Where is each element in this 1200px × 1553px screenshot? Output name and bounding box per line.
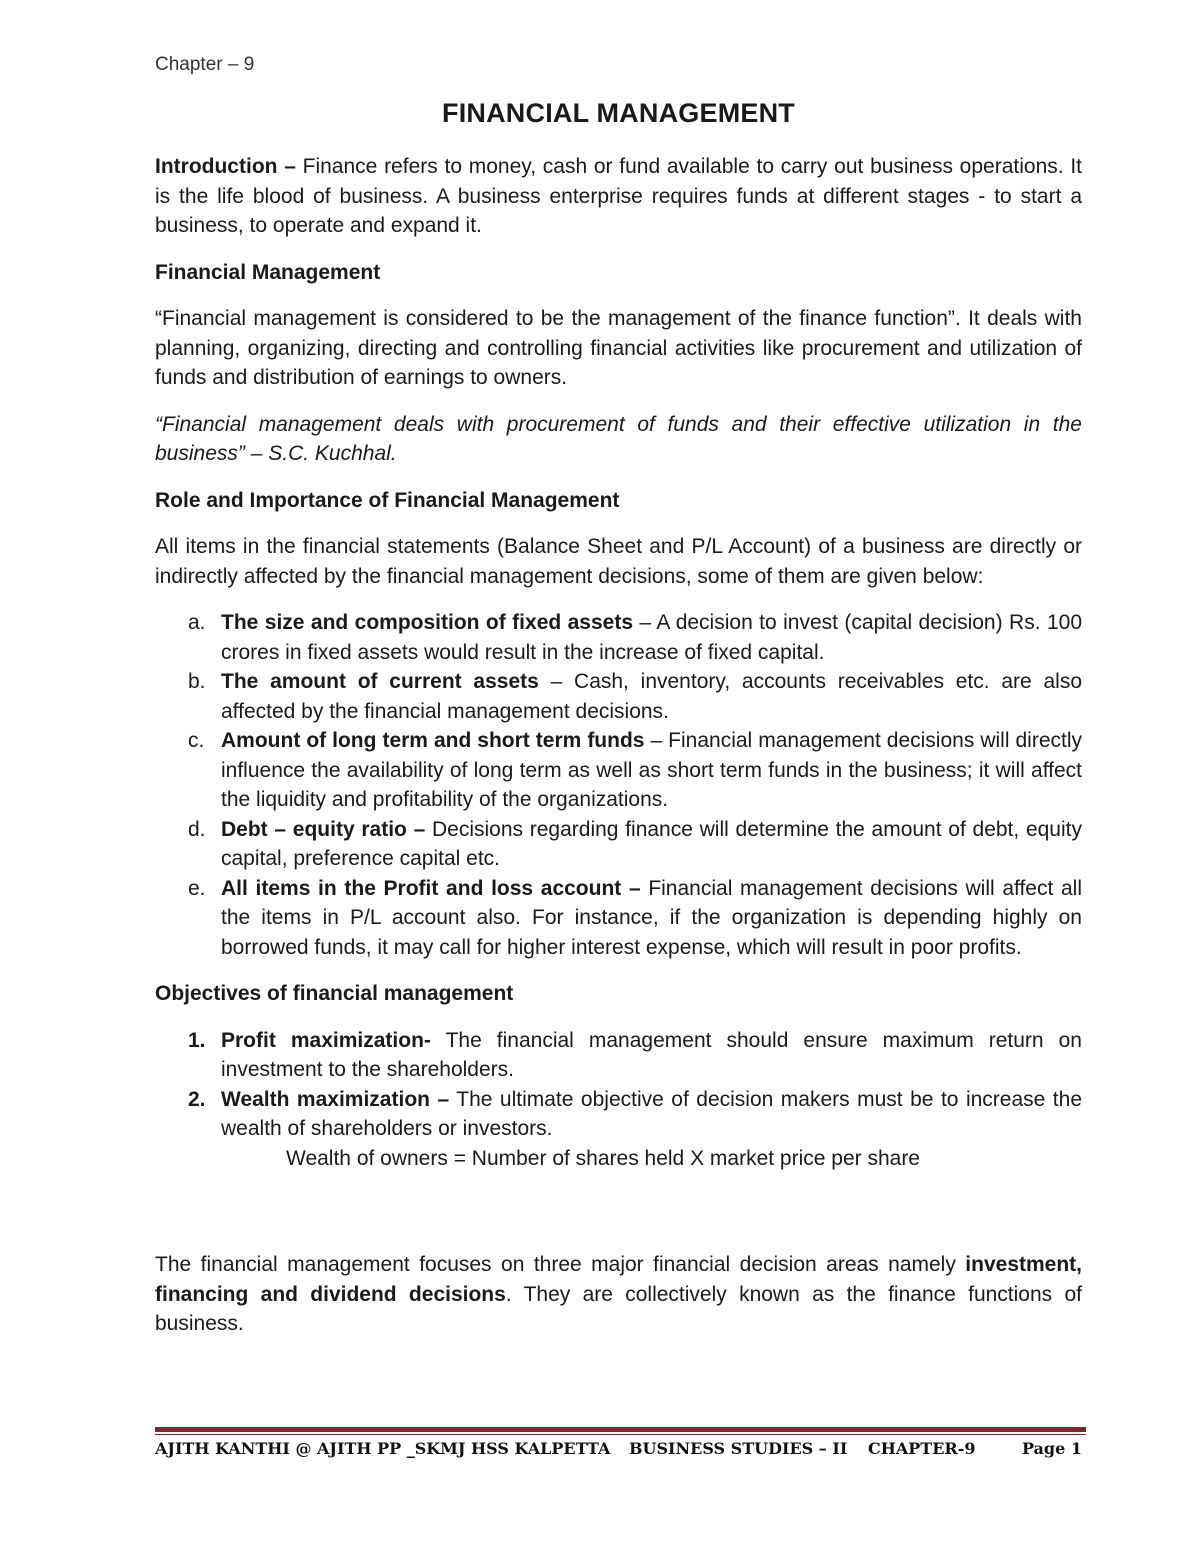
list-marker: c. [188, 729, 205, 752]
list-marker: 2. [188, 1087, 206, 1111]
footer-divider-thin [155, 1434, 1086, 1435]
role-list [155, 608, 1082, 962]
fm-quote: “Financial management deals with procurement of funds and their effective utilization in the business” – S.C. Kuchhal. [155, 412, 1082, 465]
list-item [155, 1085, 1082, 1144]
list-item-term: The amount of current assets [221, 670, 539, 693]
closing-bold: investment, financing and dividend decisions [155, 1253, 1082, 1306]
footer-author: AJITH KANTHI @ AJITH PP _SKMJ HSS KALPETTA [155, 1439, 611, 1458]
list-item [155, 667, 1082, 726]
list-marker: b. [188, 670, 206, 693]
list-item [155, 815, 1082, 874]
list-item-term: All items in the Profit and loss account – [221, 876, 641, 900]
closing-text-end: . They are collectively known as the finance functions of business. [155, 1282, 1082, 1335]
list-item-text: – Cash, inventory, accounts receivables etc. are also affected by the financial management decisions. [221, 670, 1082, 723]
list-item-text: – Financial management decisions will directly influence the availability of long term as well as short term funds in the business; it will affect the liquidity and profitability of the organizations. [221, 729, 1083, 811]
spacer [155, 1190, 1082, 1250]
intro-text: Finance refers to money, cash or fund available to carry out business operations. It is the life blood of business. A business enterprise requires funds at different stages - to start a business, to operate and expand it. [155, 155, 1082, 237]
list-item-term: Debt – equity ratio – [221, 817, 426, 841]
objectives-heading: Objectives of financial management [155, 982, 514, 1005]
fm-heading: Financial Management [155, 260, 381, 284]
footer-divider [155, 1427, 1086, 1432]
list-marker: e. [188, 876, 206, 900]
closing-paragraph [155, 1250, 1082, 1339]
document-body [155, 152, 1082, 1356]
chapter-label: Chapter – 9 [155, 54, 255, 75]
list-item [155, 726, 1082, 815]
footer-page-number: Page 1 [1021, 1439, 1082, 1458]
footer-subject: BUSINESS STUDIES – II [629, 1439, 848, 1458]
objectives-list [155, 1026, 1082, 1144]
intro-label: Introduction – [155, 155, 296, 178]
list-item-term: Wealth maximization – [221, 1087, 450, 1111]
list-item-term: Profit maximization- [221, 1028, 431, 1052]
list-item-text: Decisions regarding finance will determine the amount of debt, equity capital, preference capital etc. [221, 817, 1082, 870]
list-item [155, 1026, 1082, 1085]
list-marker: d. [188, 817, 206, 841]
role-heading: Role and Importance of Financial Management [155, 488, 620, 512]
intro-paragraph [155, 152, 1082, 241]
footer-chapter: CHAPTER-9 [868, 1439, 976, 1458]
wealth-formula: Wealth of owners = Number of shares held X market price per share [286, 1146, 920, 1170]
list-item [155, 608, 1082, 667]
list-item-text: The ultimate objective of decision makers must be to increase the wealth of shareholders or investors. [221, 1087, 1082, 1140]
list-item-term: The size and composition of fixed assets [221, 611, 634, 634]
list-item-text: The financial management should ensure maximum return on investment to the shareholders. [221, 1028, 1082, 1081]
document-page [155, 0, 1082, 1553]
list-item [155, 874, 1082, 963]
list-item-text: Financial management decisions will affect all the items in P/L account also. For instance, if the organization is depending highly on borrowed funds, it may call for higher interest expense, which will result in poor profits. [221, 876, 1083, 959]
page-title: FINANCIAL MANAGEMENT [442, 98, 795, 128]
fm-definition: “Financial management is considered to be the management of the finance function”. It deals with planning, organizing, directing and controlling financial activities like procurement and utilization of funds and distribution of earnings to owners. [155, 307, 1082, 389]
closing-text-start: The financial management focuses on three major financial decision areas namely [155, 1253, 966, 1276]
list-marker: a. [188, 611, 206, 634]
role-intro: All items in the financial statements (Balance Sheet and P/L Account) of a business are directly or indirectly affected by the financial management decisions, some of them are given below: [155, 535, 1082, 588]
list-item-term: Amount of long term and short term funds [221, 729, 645, 752]
list-item-text: – A decision to invest (capital decision) Rs. 100 crores in fixed assets would result in the increase of fixed capital. [221, 611, 1082, 664]
list-marker: 1. [188, 1028, 206, 1052]
